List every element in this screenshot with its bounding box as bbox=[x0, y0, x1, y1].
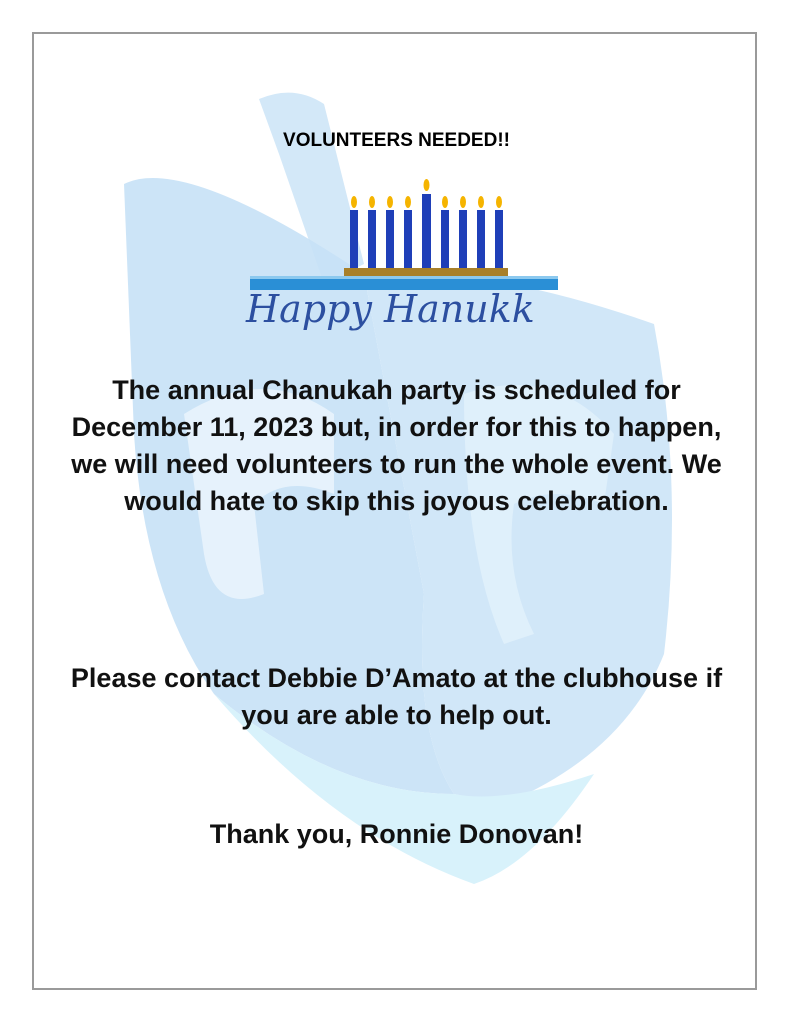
contact-paragraph: Please contact Debbie D’Amato at the clubhouse if you are able to help out. bbox=[70, 663, 723, 730]
announcement-paragraph: The annual Chanukah party is scheduled for December 11, 2023 but, in order for this to happen, we will need volunteers to run the whole event. We would hate to skip this joyous celebration. bbox=[71, 375, 722, 516]
graphic-caption: Happy Hanukk bbox=[246, 287, 535, 331]
menorah-icon bbox=[240, 172, 560, 332]
page-title: VOLUNTEERS NEEDED!! bbox=[283, 130, 510, 151]
closing-signature: Thank you, Ronnie Donovan! bbox=[209, 819, 584, 849]
flyer-page bbox=[32, 32, 757, 990]
